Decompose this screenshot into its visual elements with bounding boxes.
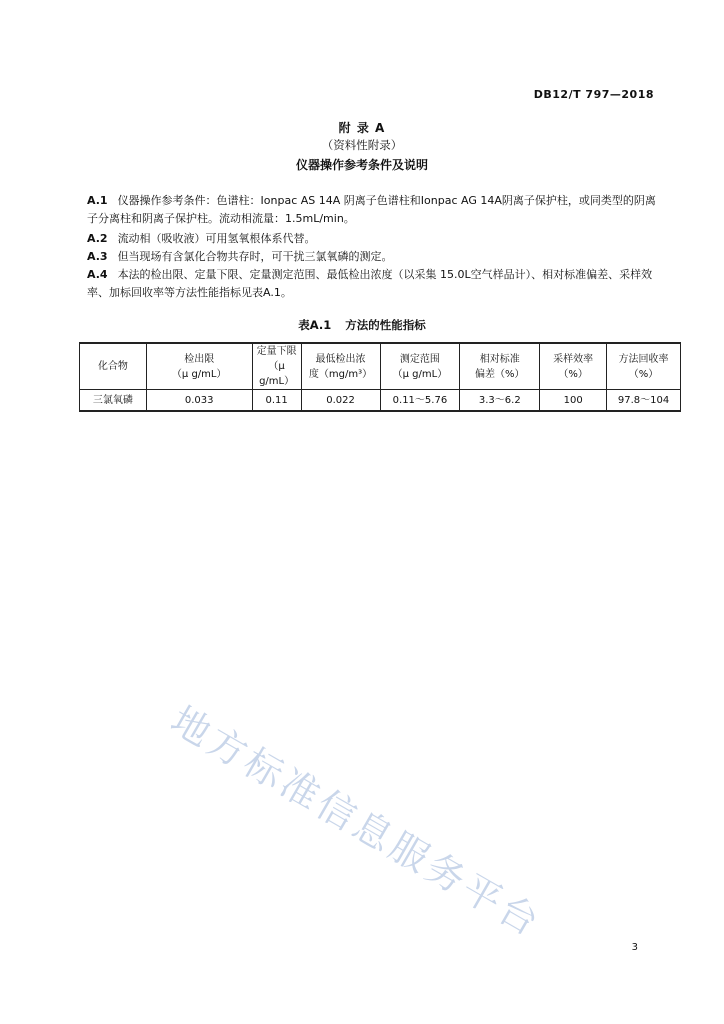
table-cell: 0.033 bbox=[146, 390, 252, 412]
clause-text: 本法的检出限、定量下限、定量测定范围、最低检出浓度（以采集 15.0L空气样品计）、相对标准偏差、采样效率、加标回收率等方法性能指标见表A.1。 bbox=[87, 268, 653, 299]
table-caption bbox=[0, 317, 724, 333]
table-cell: 100 bbox=[540, 390, 607, 412]
table-number: 表A.1 bbox=[298, 318, 332, 332]
appendix-heading: 仪器操作参考条件及说明 bbox=[295, 158, 428, 172]
watermark: 地方标准信息服务平台 bbox=[163, 697, 550, 946]
clause-text: 流动相（吸收液）可用氢氧根体系代替。 bbox=[117, 232, 316, 245]
table-cell: 0.11 bbox=[252, 390, 301, 412]
table-cell: 97.8～104 bbox=[607, 390, 681, 412]
clause-number: A.3 bbox=[87, 250, 108, 263]
clause-text: 但当现场有含氯化合物共存时，可干扰三氯氧磷的测定。 bbox=[117, 250, 393, 263]
header-cell: 采样效率 （%） bbox=[540, 343, 607, 390]
header-cell: 测定范围 （μ g/mL） bbox=[380, 343, 460, 390]
header-cell: 最低检出浓 度（mg/m³） bbox=[301, 343, 380, 390]
clause-a1 bbox=[87, 192, 657, 228]
clause-number: A.2 bbox=[87, 232, 108, 245]
table-cell: 0.022 bbox=[301, 390, 380, 412]
table-cell: 0.11～5.76 bbox=[380, 390, 460, 412]
clause-a4 bbox=[87, 266, 657, 302]
standard-code: DB12/T 797—2018 bbox=[533, 88, 654, 101]
page-number: 3 bbox=[631, 942, 638, 953]
header-cell: 定量下限 （μ g/mL） bbox=[252, 343, 301, 390]
clause-a3 bbox=[87, 248, 657, 266]
table-cell: 三氯氧磷 bbox=[80, 390, 147, 412]
header-cell: 方法回收率 （%） bbox=[607, 343, 681, 390]
table-row bbox=[80, 390, 681, 412]
header-cell: 化合物 bbox=[80, 343, 147, 390]
clause-text: 仪器操作参考条件：色谱柱：Ionpac AS 14A 阴离子色谱柱和Ionpac AG 14A阴离子保护柱，或同类型的阴离子分离柱和阴离子保护柱。流动相流量：1.5mL/min。 bbox=[87, 194, 656, 225]
appendix-subtitle: （资料性附录） bbox=[321, 138, 403, 152]
clause-number: A.4 bbox=[87, 268, 108, 281]
clause-a2 bbox=[87, 230, 657, 248]
header-cell: 相对标准 偏差（%） bbox=[460, 343, 540, 390]
table-caption-text: 方法的性能指标 bbox=[345, 318, 426, 332]
table-cell: 3.3～6.2 bbox=[460, 390, 540, 412]
appendix-title: 附 录 A bbox=[338, 121, 386, 135]
performance-table bbox=[79, 342, 681, 412]
header-cell: 检出限 （μ g/mL） bbox=[146, 343, 252, 390]
clause-number: A.1 bbox=[87, 194, 108, 207]
table-header-row bbox=[80, 343, 681, 390]
